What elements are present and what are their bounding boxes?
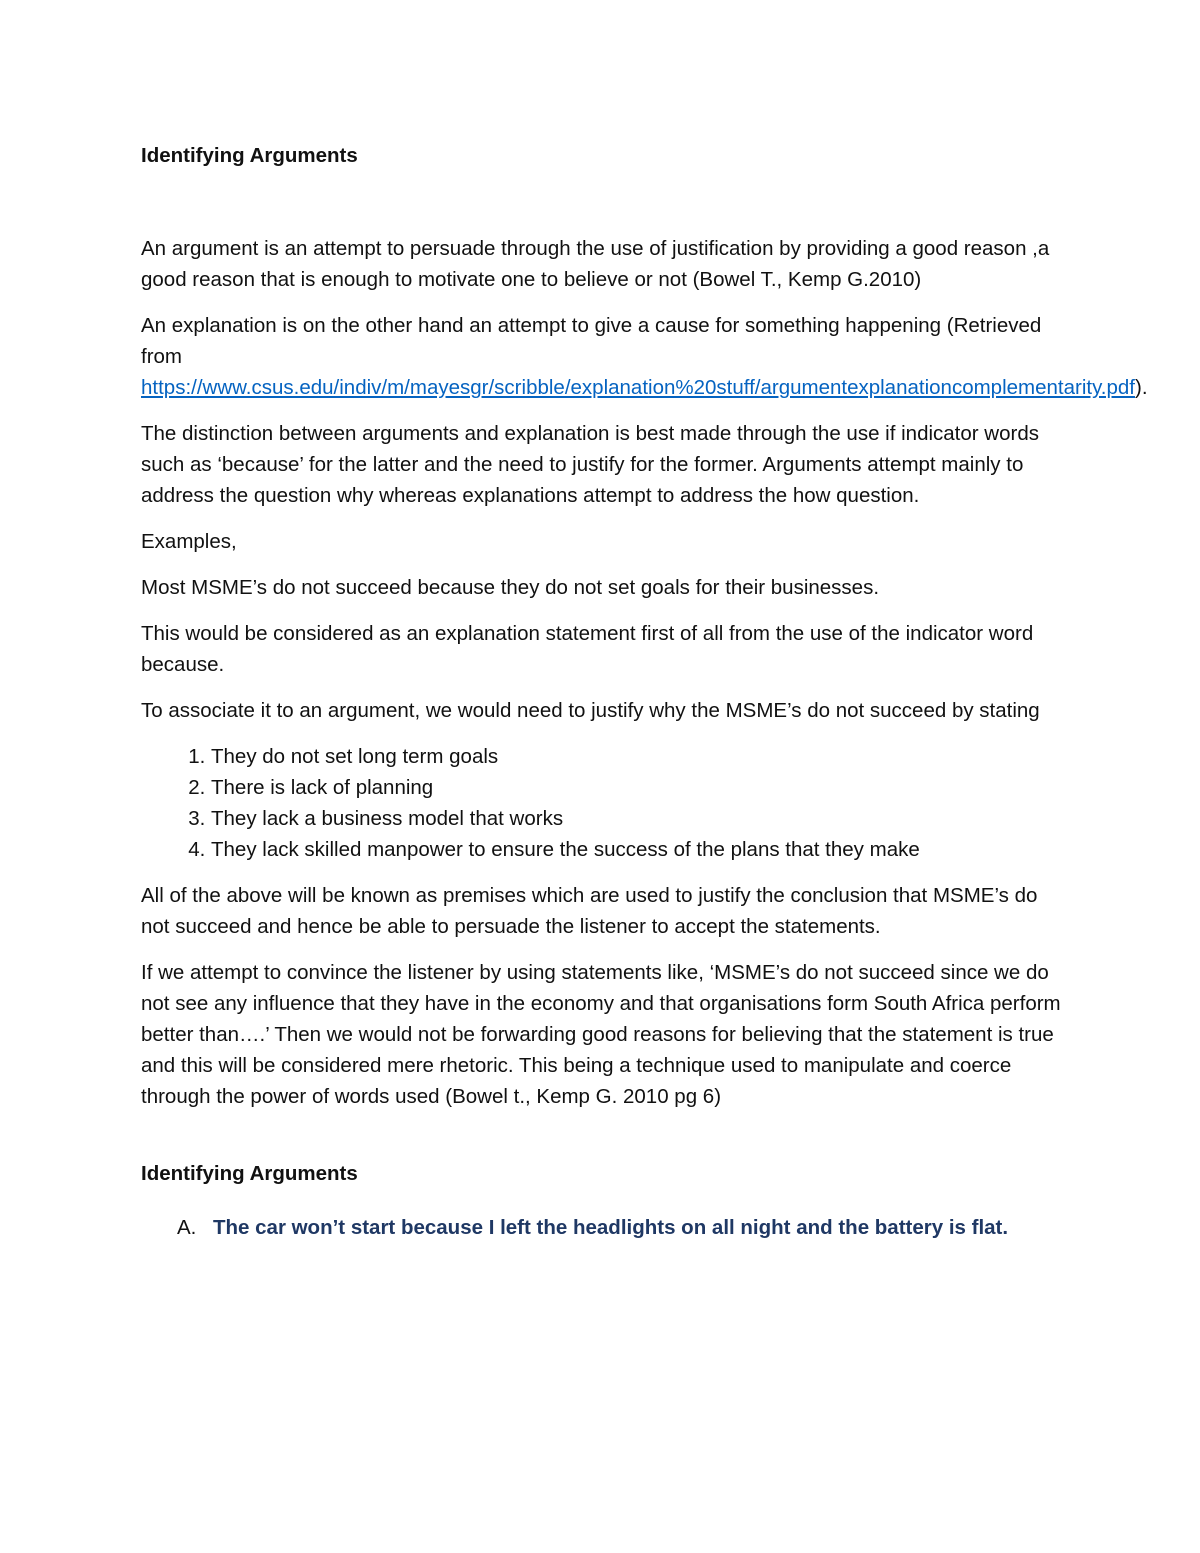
paragraph-explanation-note: This would be considered as an explanation statement first of all from the use of the indicator word because. xyxy=(141,622,1034,676)
paragraph-rhetoric: If we attempt to convince the listener by using statements like, ‘MSME’s do not succeed since we do not see any influence that they have in the economy and that organisations form South Africa perform better than….’ Then we would not be forwarding good reasons for believing that the statement is true and this will be considered mere rhetoric. This being a technique used to manipulate and coerce through the power of words used (Bowel t., Kemp G. 2010 pg 6) xyxy=(141,961,1061,1108)
document-page xyxy=(141,140,1148,1243)
paragraph-argument-definition: An argument is an attempt to persuade through the use of justification by providing a good reason ,a good reason that is enough to motivate one to believe or not (Bowel T., Kemp G.2010) xyxy=(141,237,1050,291)
list-item: 4. They lack skilled manpower to ensure the success of the plans that they make xyxy=(211,834,1071,865)
example-list xyxy=(141,1212,1071,1243)
list-item: 2. There is lack of planning xyxy=(211,772,1071,803)
paragraph-distinction: The distinction between arguments and explanation is best made through the use if indicator words such as ‘because’ for the latter and the need to justify for the former. Arguments attempt mainly to address the question why whereas explanations attempt to address the how question. xyxy=(141,422,1039,507)
list-item xyxy=(177,1212,1071,1243)
paragraph-explanation-definition xyxy=(141,310,1148,403)
section-heading-2: Identifying Arguments xyxy=(141,1162,358,1185)
paragraph-text: ). xyxy=(1135,376,1148,399)
paragraph-example-statement: Most MSME’s do not succeed because they do not set goals for their businesses. xyxy=(141,576,880,599)
paragraph-text: An explanation is on the other hand an attempt to give a cause for something happening (Retrieved from xyxy=(141,314,1042,368)
list-item: 1. They do not set long term goals xyxy=(211,741,1071,772)
paragraph-argument-intro: To associate it to an argument, we would need to justify why the MSME’s do not succeed by stating xyxy=(141,699,1040,722)
paragraph-premises-note: All of the above will be known as premises which are used to justify the conclusion that MSME’s do not succeed and hence be able to persuade the listener to accept the statements. xyxy=(141,884,1038,938)
source-link[interactable]: https://www.csus.edu/indiv/m/mayesgr/scribble/explanation%20stuff/argumentexplanationcomplementarity.pdf xyxy=(141,376,1135,399)
premises-list xyxy=(141,741,1071,865)
section-heading: Identifying Arguments xyxy=(141,144,358,167)
list-item: 3. They lack a business model that works xyxy=(211,803,1071,834)
example-text: The car won’t start because I left the headlights on all night and the battery is flat. xyxy=(213,1216,1009,1239)
paragraph-examples-label: Examples, xyxy=(141,530,237,553)
list-marker: A. xyxy=(177,1216,197,1239)
